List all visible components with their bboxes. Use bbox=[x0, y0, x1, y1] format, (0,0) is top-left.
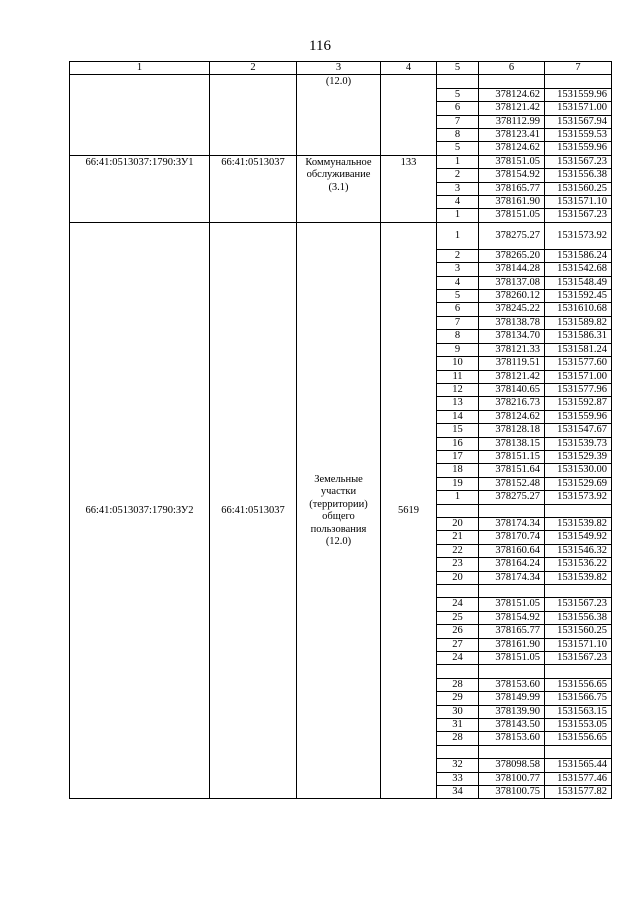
column-header-3: 3 bbox=[297, 62, 381, 75]
coord-y-cell: 1531530.00 bbox=[545, 464, 612, 477]
point-number-cell: 23 bbox=[437, 558, 479, 571]
coord-y-cell: 1531559.96 bbox=[545, 88, 612, 101]
point-number-cell: 5 bbox=[437, 142, 479, 155]
coord-x-cell: 378245.22 bbox=[479, 303, 545, 316]
coord-x-cell: 378128.18 bbox=[479, 424, 545, 437]
area-cell: 133 bbox=[381, 155, 437, 222]
coord-x-cell: 378121.33 bbox=[479, 343, 545, 356]
permitted-use-line: (12.0) bbox=[325, 535, 352, 547]
point-number-cell: 30 bbox=[437, 705, 479, 718]
point-number-cell: 1 bbox=[437, 155, 479, 168]
coord-y-cell: 1531567.23 bbox=[545, 652, 612, 665]
permitted-use-cell: (12.0) bbox=[297, 75, 381, 155]
coord-y-cell: 1531592.87 bbox=[545, 397, 612, 410]
quarter-cell: 66:41:0513037 bbox=[210, 155, 297, 222]
point-number-cell: 4 bbox=[437, 196, 479, 209]
point-number-cell: 8 bbox=[437, 330, 479, 343]
coord-y-cell: 1531529.69 bbox=[545, 477, 612, 490]
coord-y-cell: 1531556.65 bbox=[545, 732, 612, 745]
column-header-2: 2 bbox=[210, 62, 297, 75]
point-number-cell: 14 bbox=[437, 410, 479, 423]
coord-x-cell: 378216.73 bbox=[479, 397, 545, 410]
point-number-cell: 32 bbox=[437, 759, 479, 772]
coord-x-cell: 378124.62 bbox=[479, 410, 545, 423]
point-number-cell: 8 bbox=[437, 129, 479, 142]
coord-x-cell: 378137.08 bbox=[479, 276, 545, 289]
coord-y-cell bbox=[545, 745, 612, 758]
coord-y-cell: 1531546.32 bbox=[545, 544, 612, 557]
coord-x-cell: 378151.05 bbox=[479, 652, 545, 665]
point-number-cell bbox=[437, 665, 479, 678]
coord-x-cell: 378265.20 bbox=[479, 249, 545, 262]
coord-y-cell bbox=[545, 504, 612, 517]
coord-y-cell: 1531571.10 bbox=[545, 638, 612, 651]
coord-y-cell: 1531539.73 bbox=[545, 437, 612, 450]
point-number-cell: 1 bbox=[437, 491, 479, 504]
permitted-use-line: общего bbox=[322, 511, 355, 523]
coord-x-cell: 378112.99 bbox=[479, 115, 545, 128]
coord-y-cell: 1531592.45 bbox=[545, 290, 612, 303]
coord-y-cell: 1531573.92 bbox=[545, 222, 612, 249]
point-number-cell: 34 bbox=[437, 786, 479, 799]
point-number-cell: 24 bbox=[437, 598, 479, 611]
point-number-cell: 7 bbox=[437, 316, 479, 329]
coord-y-cell: 1531565.44 bbox=[545, 759, 612, 772]
coord-y-cell: 1531547.67 bbox=[545, 424, 612, 437]
cadastral-number-cell: 66:41:0513037:1790:ЗУ1 bbox=[70, 155, 210, 222]
coord-x-cell: 378134.70 bbox=[479, 330, 545, 343]
coord-y-cell: 1531589.82 bbox=[545, 316, 612, 329]
coord-x-cell: 378138.78 bbox=[479, 316, 545, 329]
coord-x-cell: 378164.24 bbox=[479, 558, 545, 571]
point-number-cell: 10 bbox=[437, 357, 479, 370]
point-number-cell: 9 bbox=[437, 343, 479, 356]
coord-x-cell: 378275.27 bbox=[479, 222, 545, 249]
table-row bbox=[70, 155, 612, 168]
page-number: 116 bbox=[309, 38, 331, 54]
permitted-use-line: Коммунальное bbox=[305, 156, 372, 168]
point-number-cell: 19 bbox=[437, 477, 479, 490]
coord-y-cell bbox=[545, 665, 612, 678]
column-header-7: 7 bbox=[545, 62, 612, 75]
coord-x-cell: 378165.77 bbox=[479, 625, 545, 638]
coord-y-cell: 1531553.05 bbox=[545, 719, 612, 732]
point-number-cell: 21 bbox=[437, 531, 479, 544]
coord-x-cell: 378170.74 bbox=[479, 531, 545, 544]
point-number-cell: 11 bbox=[437, 370, 479, 383]
coord-x-cell: 378153.60 bbox=[479, 732, 545, 745]
coord-x-cell: 378119.51 bbox=[479, 357, 545, 370]
coord-x-cell: 378124.62 bbox=[479, 142, 545, 155]
coord-x-cell: 378165.77 bbox=[479, 182, 545, 195]
coord-y-cell: 1531577.82 bbox=[545, 786, 612, 799]
permitted-use-line: участки bbox=[320, 486, 357, 498]
coord-y-cell: 1531573.92 bbox=[545, 491, 612, 504]
point-number-cell bbox=[437, 75, 479, 88]
coord-x-cell: 378151.64 bbox=[479, 464, 545, 477]
coord-x-cell: 378275.27 bbox=[479, 491, 545, 504]
coord-y-cell: 1531571.00 bbox=[545, 370, 612, 383]
coord-x-cell: 378149.99 bbox=[479, 692, 545, 705]
point-number-cell: 1 bbox=[437, 222, 479, 249]
coord-x-cell bbox=[479, 665, 545, 678]
point-number-cell: 27 bbox=[437, 638, 479, 651]
point-number-cell: 22 bbox=[437, 544, 479, 557]
point-number-cell: 2 bbox=[437, 249, 479, 262]
coord-x-cell: 378151.15 bbox=[479, 450, 545, 463]
point-number-cell: 24 bbox=[437, 652, 479, 665]
coord-y-cell: 1531529.39 bbox=[545, 450, 612, 463]
coord-y-cell: 1531566.75 bbox=[545, 692, 612, 705]
permitted-use-line: (территории) bbox=[309, 498, 368, 510]
permitted-use-line: (3.1) bbox=[328, 181, 349, 193]
area-cell: 5619 bbox=[381, 222, 437, 799]
coord-y-cell: 1531577.46 bbox=[545, 772, 612, 785]
point-number-cell: 12 bbox=[437, 383, 479, 396]
quarter-cell bbox=[210, 75, 297, 155]
coord-x-cell: 378161.90 bbox=[479, 196, 545, 209]
coord-x-cell: 378144.28 bbox=[479, 263, 545, 276]
coord-y-cell: 1531577.60 bbox=[545, 357, 612, 370]
coord-x-cell: 378100.75 bbox=[479, 786, 545, 799]
coord-x-cell: 378174.34 bbox=[479, 571, 545, 584]
permitted-use-line: обслуживание bbox=[306, 169, 371, 181]
coord-x-cell bbox=[479, 504, 545, 517]
point-number-cell: 26 bbox=[437, 625, 479, 638]
coord-y-cell: 1531577.96 bbox=[545, 383, 612, 396]
permitted-use-cell bbox=[297, 155, 381, 222]
coord-x-cell bbox=[479, 585, 545, 598]
point-number-cell: 20 bbox=[437, 517, 479, 530]
column-header-4: 4 bbox=[381, 62, 437, 75]
coord-x-cell: 378152.48 bbox=[479, 477, 545, 490]
coord-y-cell: 1531567.23 bbox=[545, 155, 612, 168]
coord-y-cell: 1531556.38 bbox=[545, 169, 612, 182]
coord-y-cell: 1531559.96 bbox=[545, 410, 612, 423]
point-number-cell: 16 bbox=[437, 437, 479, 450]
coord-x-cell: 378121.42 bbox=[479, 102, 545, 115]
coord-y-cell: 1531549.92 bbox=[545, 531, 612, 544]
coord-x-cell: 378153.60 bbox=[479, 678, 545, 691]
point-number-cell: 4 bbox=[437, 276, 479, 289]
area-cell bbox=[381, 75, 437, 155]
coord-y-cell: 1531539.82 bbox=[545, 517, 612, 530]
coord-x-cell: 378138.15 bbox=[479, 437, 545, 450]
coord-y-cell: 1531563.15 bbox=[545, 705, 612, 718]
point-number-cell: 33 bbox=[437, 772, 479, 785]
coord-y-cell: 1531586.24 bbox=[545, 249, 612, 262]
coord-x-cell: 378123.41 bbox=[479, 129, 545, 142]
coord-y-cell: 1531560.25 bbox=[545, 625, 612, 638]
coord-x-cell: 378154.92 bbox=[479, 611, 545, 624]
coord-y-cell bbox=[545, 585, 612, 598]
coord-y-cell: 1531556.38 bbox=[545, 611, 612, 624]
coord-y-cell: 1531536.22 bbox=[545, 558, 612, 571]
point-number-cell bbox=[437, 745, 479, 758]
coord-x-cell: 378143.50 bbox=[479, 719, 545, 732]
point-number-cell: 28 bbox=[437, 678, 479, 691]
point-number-cell: 6 bbox=[437, 303, 479, 316]
cadastral-number-cell bbox=[70, 75, 210, 155]
coord-y-cell: 1531559.53 bbox=[545, 129, 612, 142]
column-header-1: 1 bbox=[70, 62, 210, 75]
point-number-cell: 31 bbox=[437, 719, 479, 732]
coord-x-cell: 378154.92 bbox=[479, 169, 545, 182]
point-number-cell: 20 bbox=[437, 571, 479, 584]
coord-x-cell: 378121.42 bbox=[479, 370, 545, 383]
coord-y-cell: 1531560.25 bbox=[545, 182, 612, 195]
coord-x-cell: 378100.77 bbox=[479, 772, 545, 785]
column-header-6: 6 bbox=[479, 62, 545, 75]
coord-y-cell: 1531548.49 bbox=[545, 276, 612, 289]
point-number-cell: 13 bbox=[437, 397, 479, 410]
coord-x-cell: 378161.90 bbox=[479, 638, 545, 651]
coordinates-table bbox=[69, 61, 612, 799]
coord-y-cell: 1531571.00 bbox=[545, 102, 612, 115]
coord-y-cell: 1531567.94 bbox=[545, 115, 612, 128]
coord-x-cell: 378151.05 bbox=[479, 598, 545, 611]
point-number-cell: 5 bbox=[437, 290, 479, 303]
quarter-cell: 66:41:0513037 bbox=[210, 222, 297, 799]
point-number-cell: 15 bbox=[437, 424, 479, 437]
coord-x-cell: 378160.64 bbox=[479, 544, 545, 557]
column-header-row bbox=[70, 62, 612, 75]
cadastral-number-cell: 66:41:0513037:1790:ЗУ2 bbox=[70, 222, 210, 799]
point-number-cell: 6 bbox=[437, 102, 479, 115]
table-row bbox=[70, 75, 612, 88]
point-number-cell: 7 bbox=[437, 115, 479, 128]
coord-y-cell: 1531539.82 bbox=[545, 571, 612, 584]
coord-y-cell: 1531610.68 bbox=[545, 303, 612, 316]
point-number-cell: 1 bbox=[437, 209, 479, 222]
point-number-cell: 25 bbox=[437, 611, 479, 624]
point-number-cell: 3 bbox=[437, 182, 479, 195]
coord-y-cell: 1531567.23 bbox=[545, 598, 612, 611]
point-number-cell: 17 bbox=[437, 450, 479, 463]
coord-y-cell bbox=[545, 75, 612, 88]
coord-x-cell: 378174.34 bbox=[479, 517, 545, 530]
point-number-cell: 28 bbox=[437, 732, 479, 745]
point-number-cell: 18 bbox=[437, 464, 479, 477]
point-number-cell bbox=[437, 504, 479, 517]
coord-y-cell: 1531556.65 bbox=[545, 678, 612, 691]
point-number-cell: 29 bbox=[437, 692, 479, 705]
coord-x-cell: 378140.65 bbox=[479, 383, 545, 396]
coord-y-cell: 1531586.31 bbox=[545, 330, 612, 343]
column-header-5: 5 bbox=[437, 62, 479, 75]
coord-x-cell: 378151.05 bbox=[479, 209, 545, 222]
point-number-cell: 3 bbox=[437, 263, 479, 276]
coord-y-cell: 1531542.68 bbox=[545, 263, 612, 276]
point-number-cell bbox=[437, 585, 479, 598]
permitted-use-line: Земельные bbox=[314, 473, 363, 485]
coord-y-cell: 1531581.24 bbox=[545, 343, 612, 356]
coord-x-cell: 378139.90 bbox=[479, 705, 545, 718]
coord-x-cell: 378151.05 bbox=[479, 155, 545, 168]
permitted-use-line: пользования bbox=[310, 523, 367, 535]
coord-x-cell bbox=[479, 75, 545, 88]
table-row bbox=[70, 222, 612, 249]
point-number-cell: 2 bbox=[437, 169, 479, 182]
coord-y-cell: 1531559.96 bbox=[545, 142, 612, 155]
coord-x-cell: 378260.12 bbox=[479, 290, 545, 303]
coord-x-cell: 378124.62 bbox=[479, 88, 545, 101]
coord-y-cell: 1531567.23 bbox=[545, 209, 612, 222]
coord-x-cell: 378098.58 bbox=[479, 759, 545, 772]
coord-x-cell bbox=[479, 745, 545, 758]
coord-y-cell: 1531571.10 bbox=[545, 196, 612, 209]
point-number-cell: 5 bbox=[437, 88, 479, 101]
permitted-use-cell bbox=[297, 222, 381, 799]
